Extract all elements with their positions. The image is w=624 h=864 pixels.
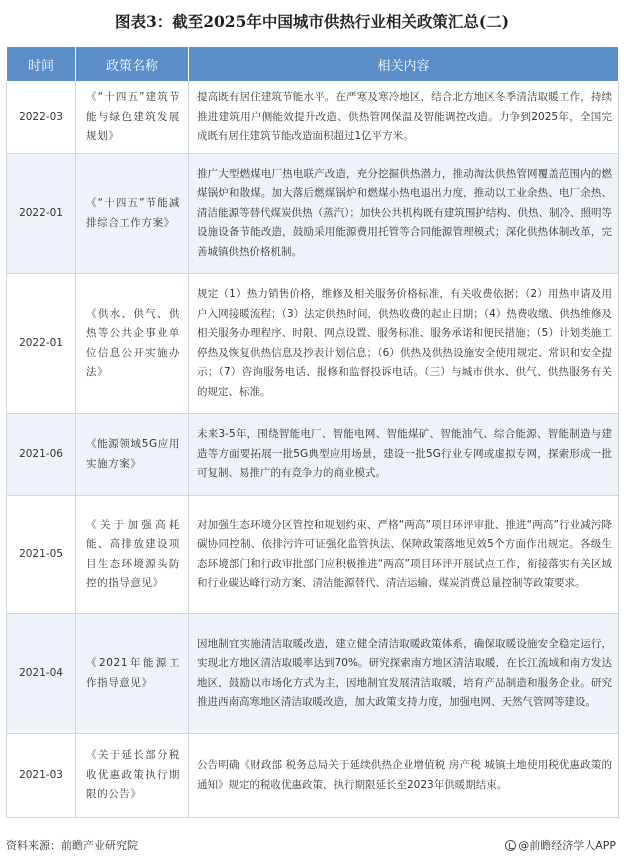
table-row bbox=[7, 414, 619, 496]
row-policy-name: 《“十四五”建筑节能与绿色建筑发展规划》 bbox=[76, 82, 189, 154]
row-content: 因地制宜实施清洁取暖改造，建立健全清洁取暖政策体系，确保取暖设施安全稳定运行，实现北方地区清洁取暖率达到70%。研究探索南方地区清洁取暖，在长江流域和南方发达地区，鼓励以市场化方式为主，因地制宜发展清洁取暖，培育产品制造和服务企业。研究推进西南高寒地区清洁取暖改造，加大政策支持力度，加强电网、天然气管网等建设。 bbox=[189, 614, 619, 734]
row-policy-name: 《供水、供气、供热等公共企事业单位信息公开实施办法》 bbox=[76, 274, 189, 414]
row-content: 未来3-5年，围绕智能电厂、智能电网、智能煤矿、智能油气、综合能源、智能制造与建造等方面要拓展一批5G典型应用场景，建设一批5G行业专网或虚拟专网，探索形成一批可复制、易推广的有竞争力的商业模式。 bbox=[189, 414, 619, 496]
table-row bbox=[7, 496, 619, 614]
row-time: 2022-01 bbox=[7, 154, 76, 274]
row-time: 2022-03 bbox=[7, 82, 76, 154]
row-content: 推广大型燃煤电厂热电联产改造，充分挖掘供热潜力，推动淘汰供热管网覆盖范围内的燃煤锅炉和散煤。加大落后燃煤锅炉和燃煤小热电退出力度，推动以工业余热、电厂余热、清洁能源等替代煤炭供热（蒸汽）；加快公共机构既有建筑围护结构、供热、制冷、照明等设施设备节能改造，鼓励采用能源费用托管等合同能源管理模式；深化供热体制改革，完善城镇供热价格机制。 bbox=[189, 154, 619, 274]
row-policy-name: 《关于加强高耗能、高排放建设项目生态环境源头防控的指导意见》 bbox=[76, 496, 189, 614]
row-time: 2021-04 bbox=[7, 614, 76, 734]
header-policy-name: 政策名称 bbox=[76, 47, 189, 82]
row-policy-name: 《2021年能源工作指导意见》 bbox=[76, 614, 189, 734]
chart-title: 图表3：截至2025年中国城市供热行业相关政策汇总(二) bbox=[114, 12, 510, 31]
brand-logo-icon bbox=[505, 840, 516, 851]
table-row bbox=[7, 82, 619, 154]
row-policy-name: 《“十四五”节能减排综合工作方案》 bbox=[76, 154, 189, 274]
table-header-row bbox=[7, 47, 619, 82]
row-time: 2021-06 bbox=[7, 414, 76, 496]
row-content: 公告明确《财政部 税务总局关于延续供热企业增值税 房产税 城镇土地使用税优惠政策的通知》规定的税收优惠政策，执行期限延长至2023年供暖期结束。 bbox=[189, 734, 619, 818]
row-content: 规定（1）热力销售价格，维修及相关服务价格标准，有关收费依据；（2）用热申请及用户入网接暖流程；（3）法定供热时间，供热收费的起止日期；（4）热费收缴、供热维修及相关服务办理程序、时限、网点设置、服务标准、服务承诺和便民措施；（5）计划类施工停热及恢复供热信息及抄表计划信息；（6）供热及供热设施安全使用规定、常识和安全提示；（7）咨询服务电话、报修和监督投诉电话。（三）与城市供水、供气、供热服务有关的规定、标准。 bbox=[189, 274, 619, 414]
table-row bbox=[7, 154, 619, 274]
row-time: 2022-01 bbox=[7, 274, 76, 414]
table-row bbox=[7, 614, 619, 734]
row-time: 2021-03 bbox=[7, 734, 76, 818]
policy-table bbox=[6, 46, 619, 818]
brand-label: @前瞻经济学人APP bbox=[518, 839, 616, 852]
header-time: 时间 bbox=[7, 47, 76, 82]
row-policy-name: 《能源领域5G应用实施方案》 bbox=[76, 414, 189, 496]
footer bbox=[0, 834, 624, 858]
row-policy-name: 《关于延长部分税收优惠政策执行期限的公告》 bbox=[76, 734, 189, 818]
brand-credit bbox=[505, 837, 616, 853]
table-row bbox=[7, 734, 619, 818]
header-content: 相关内容 bbox=[189, 47, 619, 82]
row-content: 对加强生态环境分区管控和规划约束、严格“两高”项目环评审批、推进“两高”行业减污降碳协同控制、依排污许可证强化监管执法、保障政策落地见效5个方面作出规定。各级生态环境部门和行政审批部门应积极推进“两高”项目环评开展试点工作，衔接落实有关区域和行业碳达峰行动方案、清洁能源替代、清洁运输、煤炭消费总量控制等政策要求。 bbox=[189, 496, 619, 614]
table-row bbox=[7, 274, 619, 414]
row-content: 提高既有居住建筑节能水平。在严寒及寒冷地区，结合北方地区冬季清洁取暖工作，持续推进建筑用户侧能效提升改造、供热管网保温及智能调控改造。力争到2025年，全国完成既有居住建筑节能改造面积超过1亿平方米。 bbox=[189, 82, 619, 154]
source-note: 资料来源：前瞻产业研究院 bbox=[6, 839, 138, 852]
row-time: 2021-05 bbox=[7, 496, 76, 614]
